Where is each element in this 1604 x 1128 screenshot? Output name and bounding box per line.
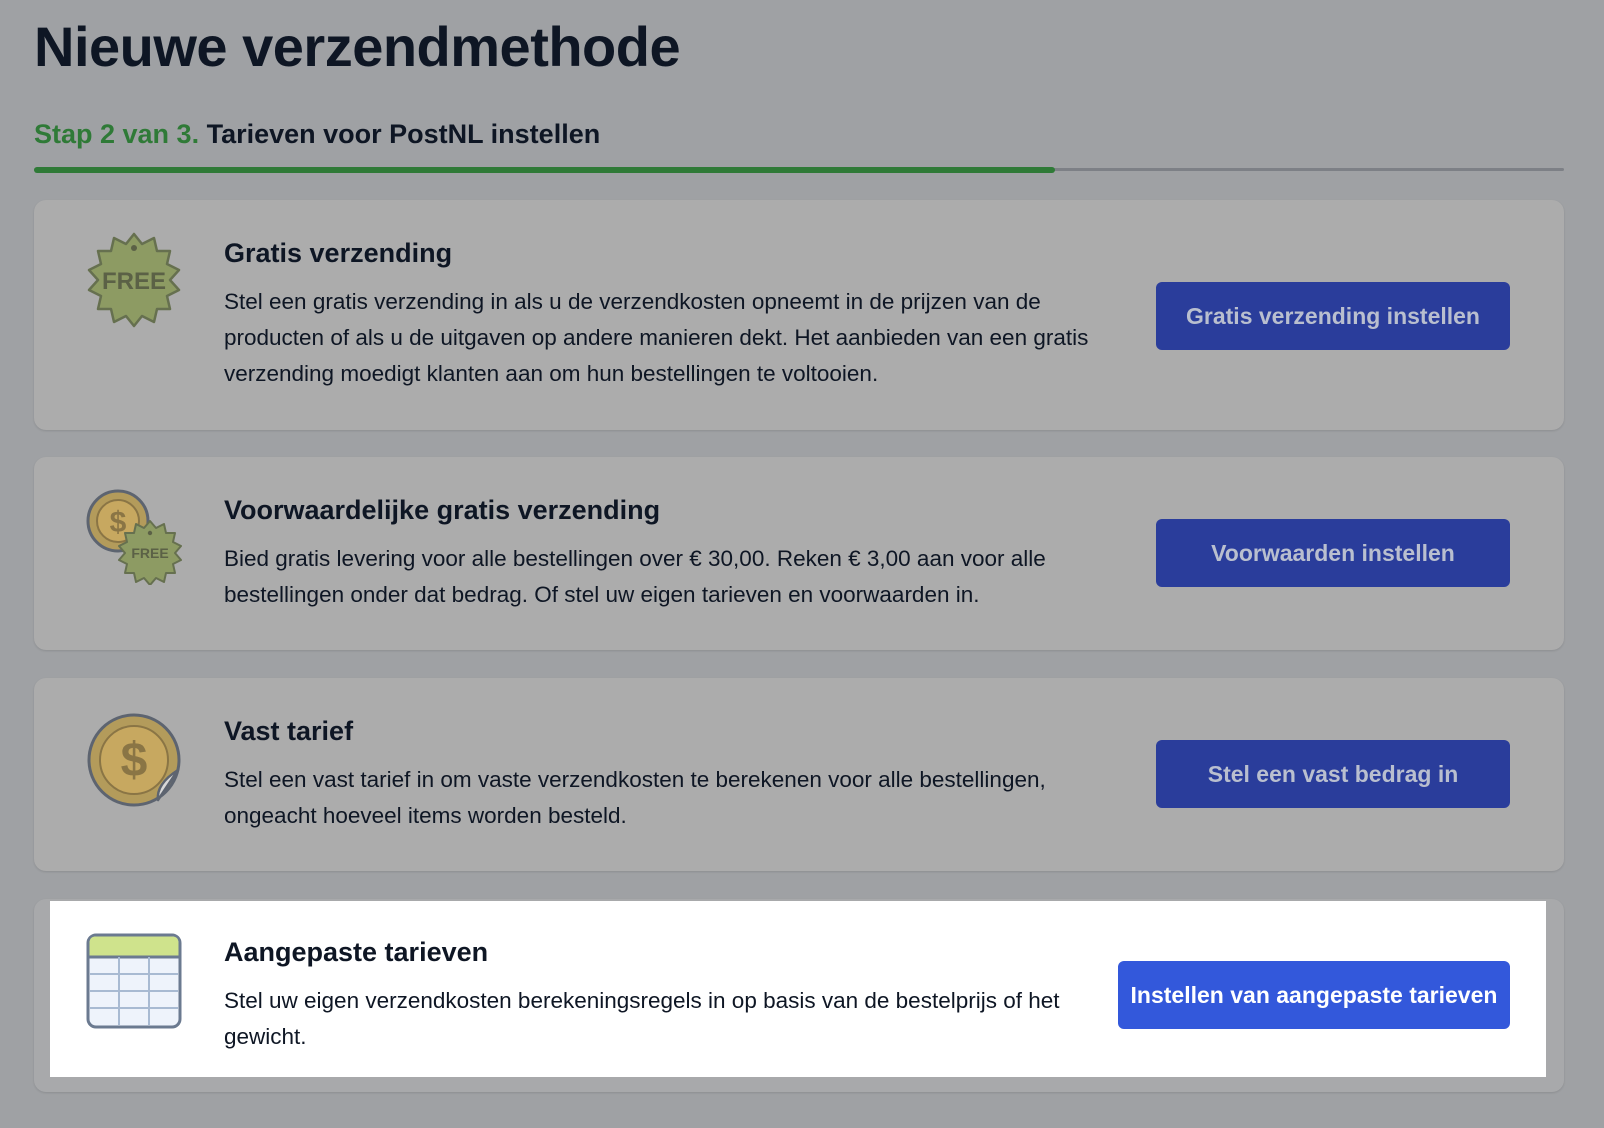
- progress-bar-fill: [34, 167, 1055, 173]
- coin-icon: [86, 712, 182, 808]
- card-title: Vast tarief: [224, 716, 354, 746]
- card-title: Voorwaardelijke gratis verzending: [224, 495, 661, 525]
- shipping-option-free: [34, 200, 1564, 430]
- card-description: Stel uw eigen verzendkosten berekeningsregels in op basis van de bestelprijs of het gewicht.: [224, 988, 1060, 1049]
- table-icon: [86, 933, 182, 1029]
- free-shipping-setup-button[interactable]: Gratis verzending instellen: [1156, 282, 1510, 350]
- card-title: Aangepaste tarieven: [224, 937, 489, 967]
- card-body: [224, 935, 1104, 1055]
- card-body: [224, 493, 1104, 613]
- card-body: [224, 236, 1104, 392]
- svg-text:$: $: [109, 506, 127, 539]
- free-badge-icon: [86, 232, 182, 328]
- page-title: Nieuwe verzendmethode: [34, 15, 681, 78]
- coin-free-badge-icon: [86, 489, 182, 585]
- svg-text:FREE: FREE: [131, 545, 169, 561]
- flat-rate-setup-button[interactable]: Stel een vast bedrag in: [1156, 740, 1510, 808]
- card-description: Bied gratis levering voor alle bestellingen over € 30,00. Reken € 3,00 aan voor alle bestellingen onder dat bedrag. Of stel uw eigen tarieven en voorwaarden in.: [224, 546, 1046, 607]
- card-body: [224, 714, 1104, 834]
- svg-text:$: $: [120, 734, 148, 787]
- step-indicator: [34, 119, 600, 150]
- card-title: Gratis verzending: [224, 238, 453, 268]
- step-title: Tarieven voor PostNL instellen: [206, 119, 601, 149]
- svg-text:FREE: FREE: [101, 268, 167, 295]
- progress-bar: [34, 168, 1564, 171]
- shipping-option-flat-rate: [34, 678, 1564, 871]
- shipping-option-conditional-free: [34, 457, 1564, 650]
- conditions-setup-button[interactable]: Voorwaarden instellen: [1156, 519, 1510, 587]
- step-number: Stap 2 van 3.: [34, 119, 200, 149]
- card-description: Stel een gratis verzending in als u de verzendkosten opneemt in de prijzen van de producten of als u de uitgaven op andere manieren dekt. Het aanbieden van een gratis verzending moedigt klanten aan om hun bestellingen te voltooien.: [224, 289, 1089, 386]
- shipping-option-custom-rates: [34, 899, 1564, 1092]
- card-description: Stel een vast tarief in om vaste verzendkosten te berekenen voor alle bestellingen, ongeacht hoeveel items worden besteld.: [224, 767, 1046, 828]
- custom-rates-setup-button[interactable]: Instellen van aangepaste tarieven: [1118, 961, 1510, 1029]
